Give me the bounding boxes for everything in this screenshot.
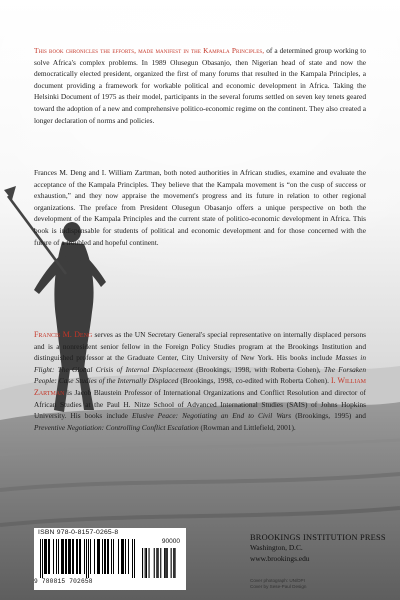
barcode-bar: [56, 539, 57, 574]
barcode-bar: [45, 539, 46, 574]
addon-bar: [149, 548, 150, 578]
barcode-bar: [72, 539, 73, 574]
addon-bar: [145, 548, 146, 578]
barcode-bar: [118, 539, 119, 574]
barcode-bar: [108, 539, 109, 574]
book-title: Elusive Peace: Negotiating an End to Civil Wars: [132, 411, 292, 421]
book-title: The Forsaken People: Case Studies of the Internally Displaced: [34, 364, 366, 386]
barcode-bar: [122, 539, 123, 574]
publisher-name: BROOKINGS INSTITUTION PRESS: [250, 533, 386, 542]
barcode-bar: [111, 539, 112, 574]
bio-text: is Jacob Blaustein Professor of International Organizations and Conflict Resolution and director of African Studies at the Paul H. Nitze School of Advanced International Studies (SAIS) of Johns Hopkins University. His books include: [34, 387, 366, 421]
barcode-bar: [102, 539, 103, 574]
barcode-bar: [63, 539, 64, 574]
barcode-bar: [65, 539, 66, 574]
bio-text: (Brookings, 1998, co-edited with Roberta Cohen).: [178, 376, 331, 386]
barcode-bar: [80, 539, 81, 574]
publisher-url: www.brookings.edu: [250, 553, 310, 563]
barcode-bar: [128, 539, 129, 574]
author-name-deng: Francis M. Deng: [34, 330, 93, 339]
barcode-bar: [86, 539, 87, 578]
barcode-bar: [77, 539, 78, 574]
barcode-number: 9 780815 702658: [34, 578, 93, 585]
barcode-bar: [40, 539, 41, 578]
barcode-bar: [132, 539, 133, 578]
barcode-bar: [121, 539, 122, 574]
barcode-bar: [113, 539, 114, 574]
barcode-bar: [61, 539, 62, 574]
barcode-bar: [76, 539, 77, 574]
publisher-block: [250, 532, 386, 564]
barcode-bar: [53, 539, 54, 574]
barcode-bar: [99, 539, 100, 574]
barcode-bar: [58, 539, 59, 574]
barcode-bar: [66, 539, 67, 574]
barcode-bar: [49, 539, 50, 574]
addon-bar: [142, 548, 143, 578]
addon-bar: [156, 548, 157, 578]
book-title: Masses in Flight: The Global Crisis of Internal Displacement: [34, 353, 366, 374]
barcode-bar: [123, 539, 124, 574]
book-title: Preventive Negotiation: Controlling Conflict Escalation: [34, 422, 199, 432]
addon-bar: [171, 548, 172, 578]
photo-credit: Cover photograph: UN/DPI: [250, 578, 305, 583]
barcode-bar: [84, 539, 85, 574]
barcode-bar: [125, 539, 126, 574]
barcode-bar: [88, 539, 89, 578]
barcode-bar: [62, 539, 63, 574]
barcode-bar: [97, 539, 98, 574]
isbn-barcode: [34, 528, 186, 590]
barcode-bar: [79, 539, 80, 574]
intro-body: of a determined group working to solve Africa's complex problems. In 1989 Olusegun Obasanjo, then Nigerian head of state and now the democratically elected president, organized the first of many forums that resulted in the Kampala Principles, a document providing a framework for workable political and economic development in Africa. Taking the Helsinki Document of 1975 as their model, participants in the several forums settled on seven key tenets geared toward the adoption of a new and comprehensive politico-economic regime on the continent. They also created a longer declaration of norms and policies.: [34, 46, 367, 125]
barcode-bar: [94, 539, 95, 574]
addon-bar: [154, 548, 155, 578]
barcode-bar: [105, 539, 106, 574]
barcode-bar: [104, 539, 105, 574]
summary-paragraph: Frances M. Deng and I. William Zartman, both noted authorities in African studies, examine and evaluate the acceptance of the Kampala Principles. They believe that the Kampala movement is “on the cusp of success or exhaustion,” and they now appraise the movement's progress and its future in relation to other regional organizations. The preface from President Olusegun Obasanjo offers a unique perspective on both the development of the Kampala Principles and the current state of politico-economic development in Africa. This book is indispensable for students of political and economic development and for those concerned with the future of a troubled and hopeful continent.: [34, 168, 366, 247]
addon-bar: [146, 548, 147, 578]
barcode-bar: [134, 539, 135, 578]
barcode-bar: [46, 539, 47, 574]
author-name-zartman: I. William Zartman: [34, 376, 366, 397]
bio-text: (Rowman and Littlefield, 2001).: [198, 422, 296, 432]
barcode-bar: [73, 539, 74, 574]
price-addon: 90000: [161, 538, 180, 545]
cover-credits: [250, 578, 306, 591]
barcode-bars: [38, 539, 182, 579]
addon-bar: [160, 548, 161, 578]
publisher-city: Washington, D.C.: [250, 543, 303, 552]
barcode-bar: [98, 539, 99, 574]
intro-lead: This book chronicles the efforts, made manifest in the Kampala Principles,: [34, 46, 265, 55]
addon-bar: [175, 548, 176, 578]
addon-bar: [167, 548, 168, 578]
addon-bar: [165, 548, 166, 578]
barcode-bar: [44, 539, 45, 574]
barcode-bar: [69, 539, 70, 574]
addon-bar: [158, 548, 159, 578]
barcode-bar: [90, 539, 91, 574]
bio-text: (Brookings, 1998, with Roberta Cohen),: [192, 364, 324, 374]
barcode-bar: [70, 539, 71, 574]
addon-bar: [173, 548, 174, 578]
barcode-bar: [68, 539, 69, 574]
author-bios: [34, 329, 366, 433]
bio-text: (Brookings, 1995) and: [291, 411, 366, 421]
design-credit: Cover by Sese-Paul Design: [250, 584, 307, 590]
bio-text: serves as the UN Secretary General's special representative on internally displaced persons and is a nonresident senior fellow in the Foreign Policy Studies program at the Brookings Institution and distinguished professor at the Graduate Center, City University of New York. His books include: [34, 330, 367, 363]
intro-paragraph: [34, 45, 366, 126]
addon-bar: [164, 548, 165, 578]
isbn-label: ISBN 978-0-8157-0265-8: [38, 529, 119, 536]
barcode-bar: [48, 539, 49, 574]
barcode-bar: [42, 539, 43, 578]
barcode-bar: [107, 539, 108, 574]
